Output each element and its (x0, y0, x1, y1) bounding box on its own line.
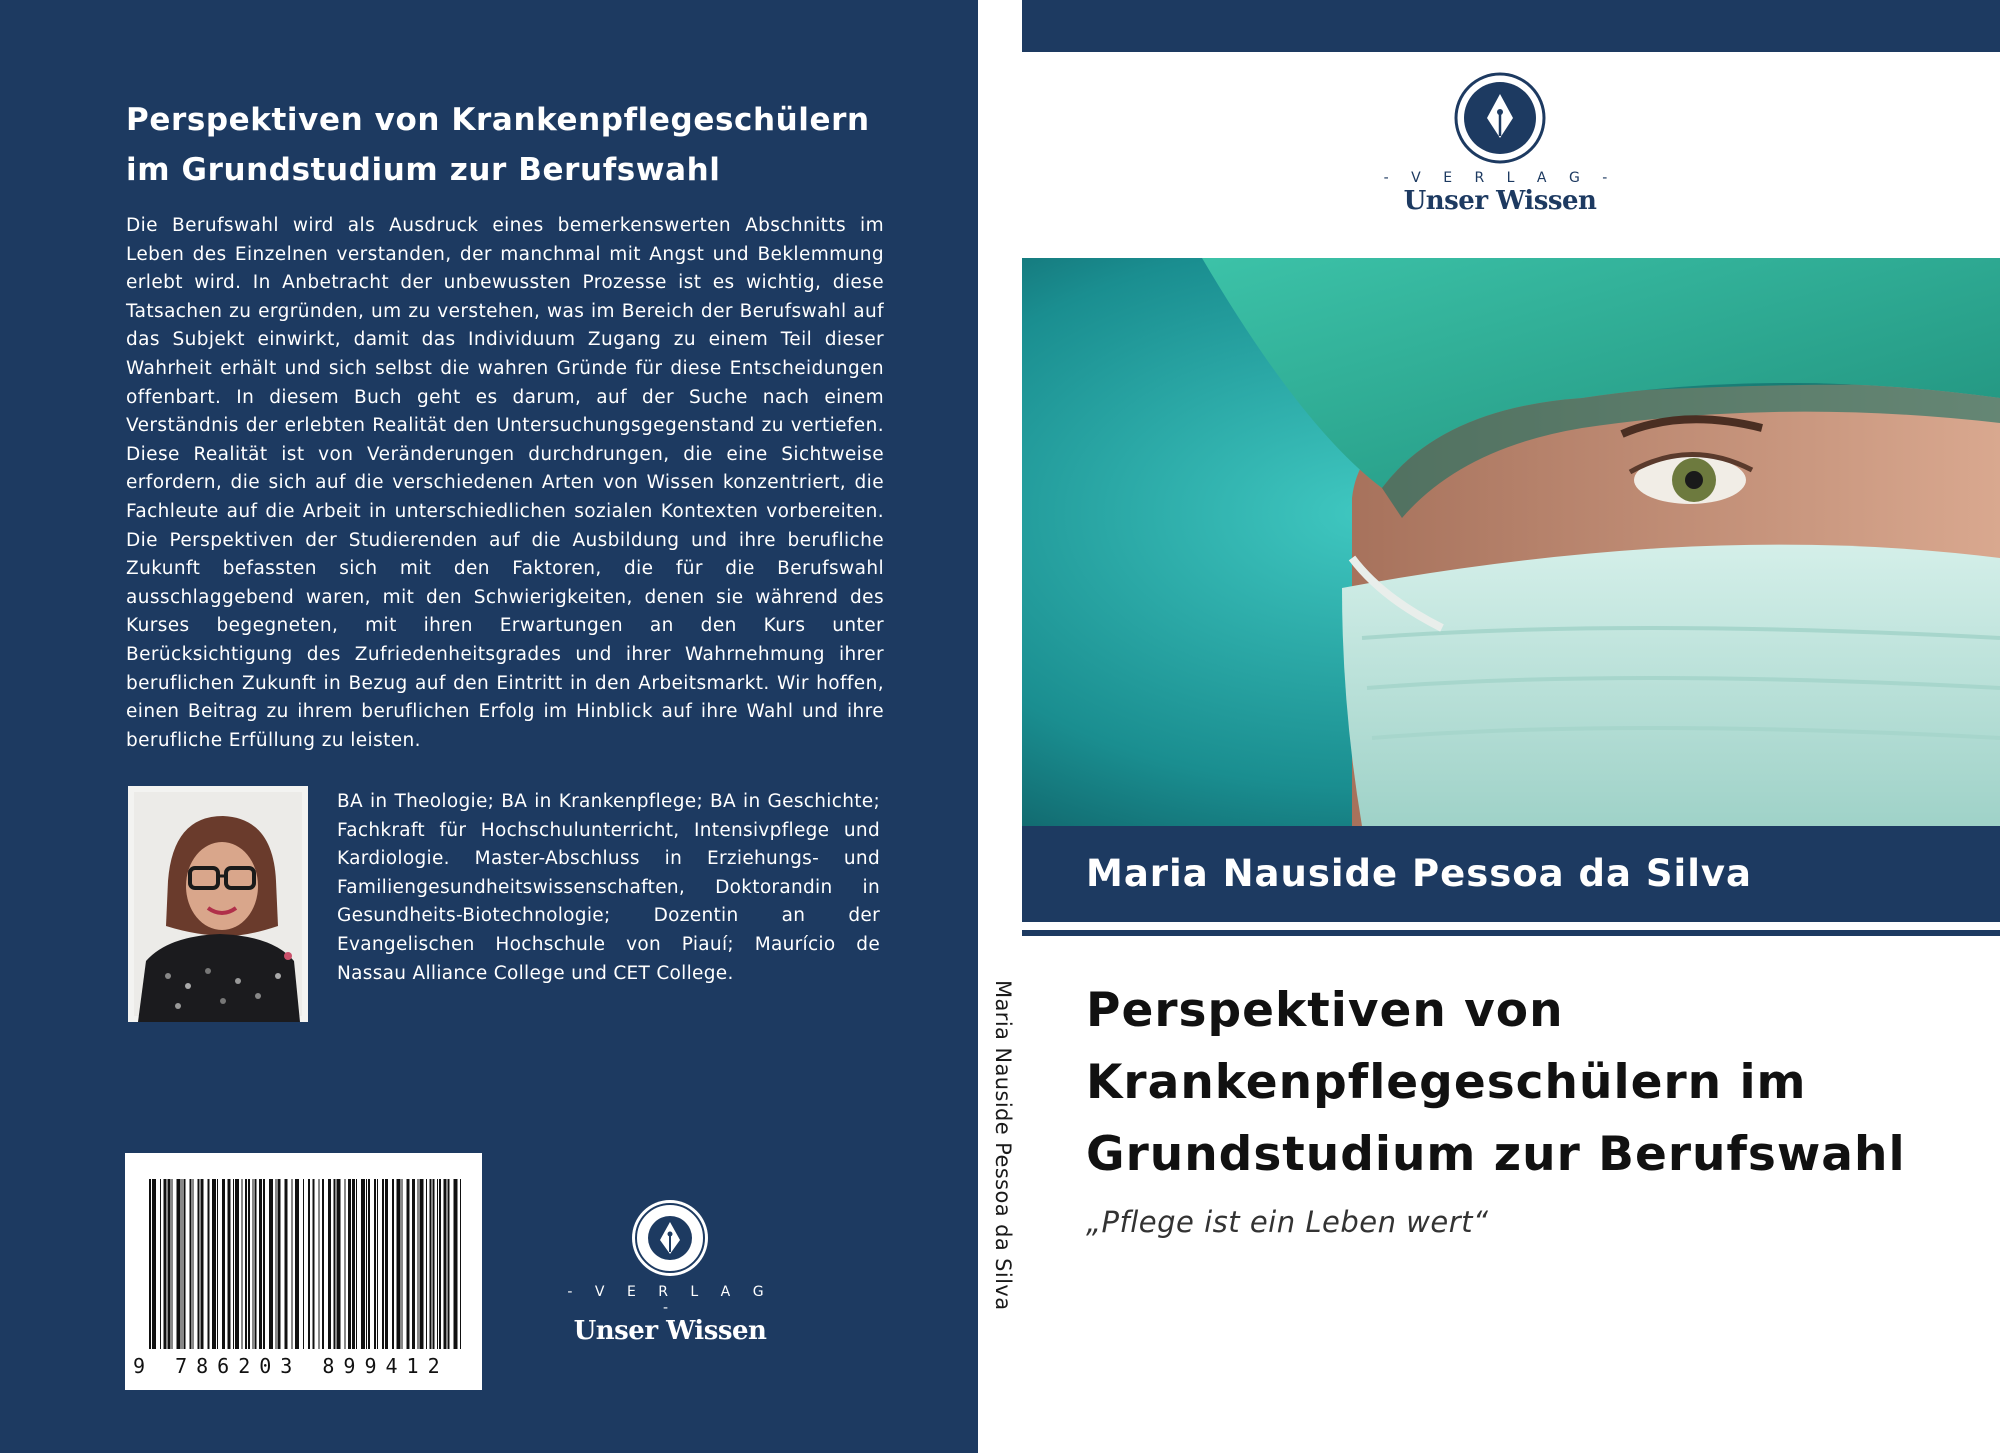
front-author-band (1022, 826, 2000, 922)
barcode-bar (259, 1179, 262, 1349)
barcode-bar (397, 1179, 401, 1349)
barcode-bar (278, 1179, 281, 1349)
barcode-bar (433, 1179, 435, 1349)
barcode-bar (334, 1179, 336, 1349)
barcode-bar (385, 1179, 388, 1349)
barcode-bar (328, 1179, 331, 1349)
barcode-bar (377, 1179, 378, 1349)
barcode-bar (242, 1179, 243, 1349)
barcode-bar (392, 1179, 394, 1349)
back-cover-blurb: Die Berufswahl wird als Ausdruck eines bemerkenswerten Abschnitts im Leben des Einzelnen verstanden, der manchmal mit Angst und Beklemmung erlebt wird. In Anbetracht der unbewussten Prozesse ist es wichtig, diese Tatsachen zu ergründen, um zu verstehen, was im Bereich der Berufswahl auf das Subjekt einwirkt, damit das Individuum Zugang zu einem Teil dieser Wahrheit erhält und sich selbst die wahren Gründe für diese Entscheidungen offenbart. In diesem Buch geht es darum, auf der Suche nach einem Verständnis der erlebten Realität den Untersuchungsgegenstand zu vertiefen. Diese Realität ist von Veränderungen durchdrungen, die eine Sichtweise erfordern, die sich auf die verschiedenen Arten von Wissen konzentriert, die Fachleute auf die Arbeit in unterschiedlichen sozialen Kontexten vorbereiten. Die Perspektiven der Studierenden auf die Ausbildung und ihre berufliche Zukunft befassten sich mit den Faktoren, die für die Berufswahl ausschlaggebend waren, mit den Schwierigkeiten, denen sie während des Kurses begegneten, mit ihren Erwartungen an den Kurs unter Berücksichtigung des Zufriedenheitsgrades und ihrer Wahrnehmung ihrer beruflichen Zukunft in Bezug auf den Eintritt in den Arbeitsmarkt. Wir hoffen, einen Beitrag zu ihrem beruflichen Erfolg im Hinblick auf ihre Wahl und ihre berufliche Erfüllung zu leisten. (126, 215, 884, 751)
barcode-bar (190, 1179, 192, 1349)
front-publisher-logo (1380, 72, 1620, 222)
barcode-bar (418, 1179, 419, 1349)
barcode-bar (454, 1179, 458, 1349)
barcode-bar (352, 1179, 355, 1349)
barcode-bar (235, 1179, 239, 1349)
barcode-bar (308, 1179, 310, 1349)
barcode-bar (407, 1179, 410, 1349)
barcode-bar (292, 1179, 293, 1349)
barcode-bar (168, 1179, 171, 1349)
barcode-bar (164, 1179, 167, 1349)
author-photo (128, 786, 308, 1022)
front-divider-line (1022, 930, 2000, 936)
back-cover-title: Perspektiven von Krankenpflegeschülern im Grundstudium zur Berufswahl (126, 102, 870, 188)
barcode-bar (285, 1179, 288, 1349)
barcode-bar (255, 1179, 257, 1349)
barcode-bar (198, 1179, 200, 1349)
front-subtitle: „Pflege ist ein Leben wert“ (1086, 1205, 1489, 1239)
barcode-bar (382, 1179, 384, 1349)
barcode-bar (276, 1179, 277, 1349)
barcode-bar (437, 1179, 438, 1349)
barcode-bar (348, 1179, 351, 1349)
barcode-bar (444, 1179, 447, 1349)
isbn-number: 9 786203 899412 (133, 1354, 449, 1378)
barcode-bar (245, 1179, 247, 1349)
barcode-bar (201, 1179, 204, 1349)
barcode-bar (322, 1179, 324, 1349)
barcode-bar (182, 1179, 183, 1349)
barcode-bar (228, 1179, 231, 1349)
barcode-bar (193, 1179, 194, 1349)
spine-author: Maria Nauside Pessoa da Silva (991, 980, 1015, 1311)
barcode-bar (337, 1179, 341, 1349)
back-cover (0, 0, 978, 1453)
cover-photo-surgeon (1022, 258, 2000, 826)
front-top-bar (1022, 0, 2000, 52)
barcode-bar (402, 1179, 403, 1349)
barcode-bar (460, 1179, 461, 1349)
barcode-bar (412, 1179, 415, 1349)
front-title: Perspektiven von Krankenpflegeschülern im Grundstudium zur Berufswahl (1086, 983, 1906, 1182)
front-logo-verlag: - V E R L A G - (1383, 170, 1617, 186)
barcode-bar (149, 1179, 151, 1349)
barcode-bar (368, 1179, 370, 1349)
barcode-bar (152, 1179, 156, 1349)
barcode-bar (439, 1179, 441, 1349)
barcode-bar (430, 1179, 432, 1349)
back-logo-verlag: - V E R L A G - (567, 1284, 773, 1316)
barcode-bar (217, 1179, 218, 1349)
barcode-bar (356, 1179, 357, 1349)
barcode-bar (366, 1179, 367, 1349)
barcode-bar (160, 1179, 161, 1349)
barcode-bar (345, 1179, 346, 1349)
back-logo-name: Unser Wissen (573, 1316, 767, 1346)
barcode-bar (361, 1179, 365, 1349)
barcode-bar (295, 1179, 299, 1349)
barcode-bar (248, 1179, 250, 1349)
barcode-bar (374, 1179, 376, 1349)
front-logo-name: Unser Wissen (1403, 186, 1597, 216)
barcode-bar (426, 1179, 427, 1349)
barcode-bar (269, 1179, 273, 1349)
barcode-bar (222, 1179, 225, 1349)
barcode-bar (303, 1179, 304, 1349)
barcode-bar (208, 1179, 210, 1349)
barcode-bar (233, 1179, 234, 1349)
back-publisher-logo (560, 1198, 780, 1346)
barcode-bar (420, 1179, 424, 1349)
barcode-bar (172, 1179, 173, 1349)
barcode-bar (319, 1179, 320, 1349)
barcode-bar (184, 1179, 186, 1349)
barcode-bar (448, 1179, 450, 1349)
barcode-bar (177, 1179, 181, 1349)
author-bio: BA in Theologie; BA in Krankenpflege; BA in Geschichte; Fachkraft für Hochschulunterricht, Intensivpflege und Kardiologie. Master-Abschluss in Erziehungs- und Familiengesundheitswissenschaften, Doktorandin in Gesundheits-Biotechnologie; Dozentin an der Evangelischen Hochschule von Piauí; Maurício de Nassau Alliance College und CET College. (337, 791, 880, 984)
isbn-barcode (125, 1153, 482, 1390)
barcode-bar (263, 1179, 265, 1349)
front-author-name: Maria Nauside Pessoa da Silva (1086, 852, 1752, 895)
barcode-bar (253, 1179, 254, 1349)
barcode-bar (313, 1179, 315, 1349)
barcode-bar (212, 1179, 216, 1349)
